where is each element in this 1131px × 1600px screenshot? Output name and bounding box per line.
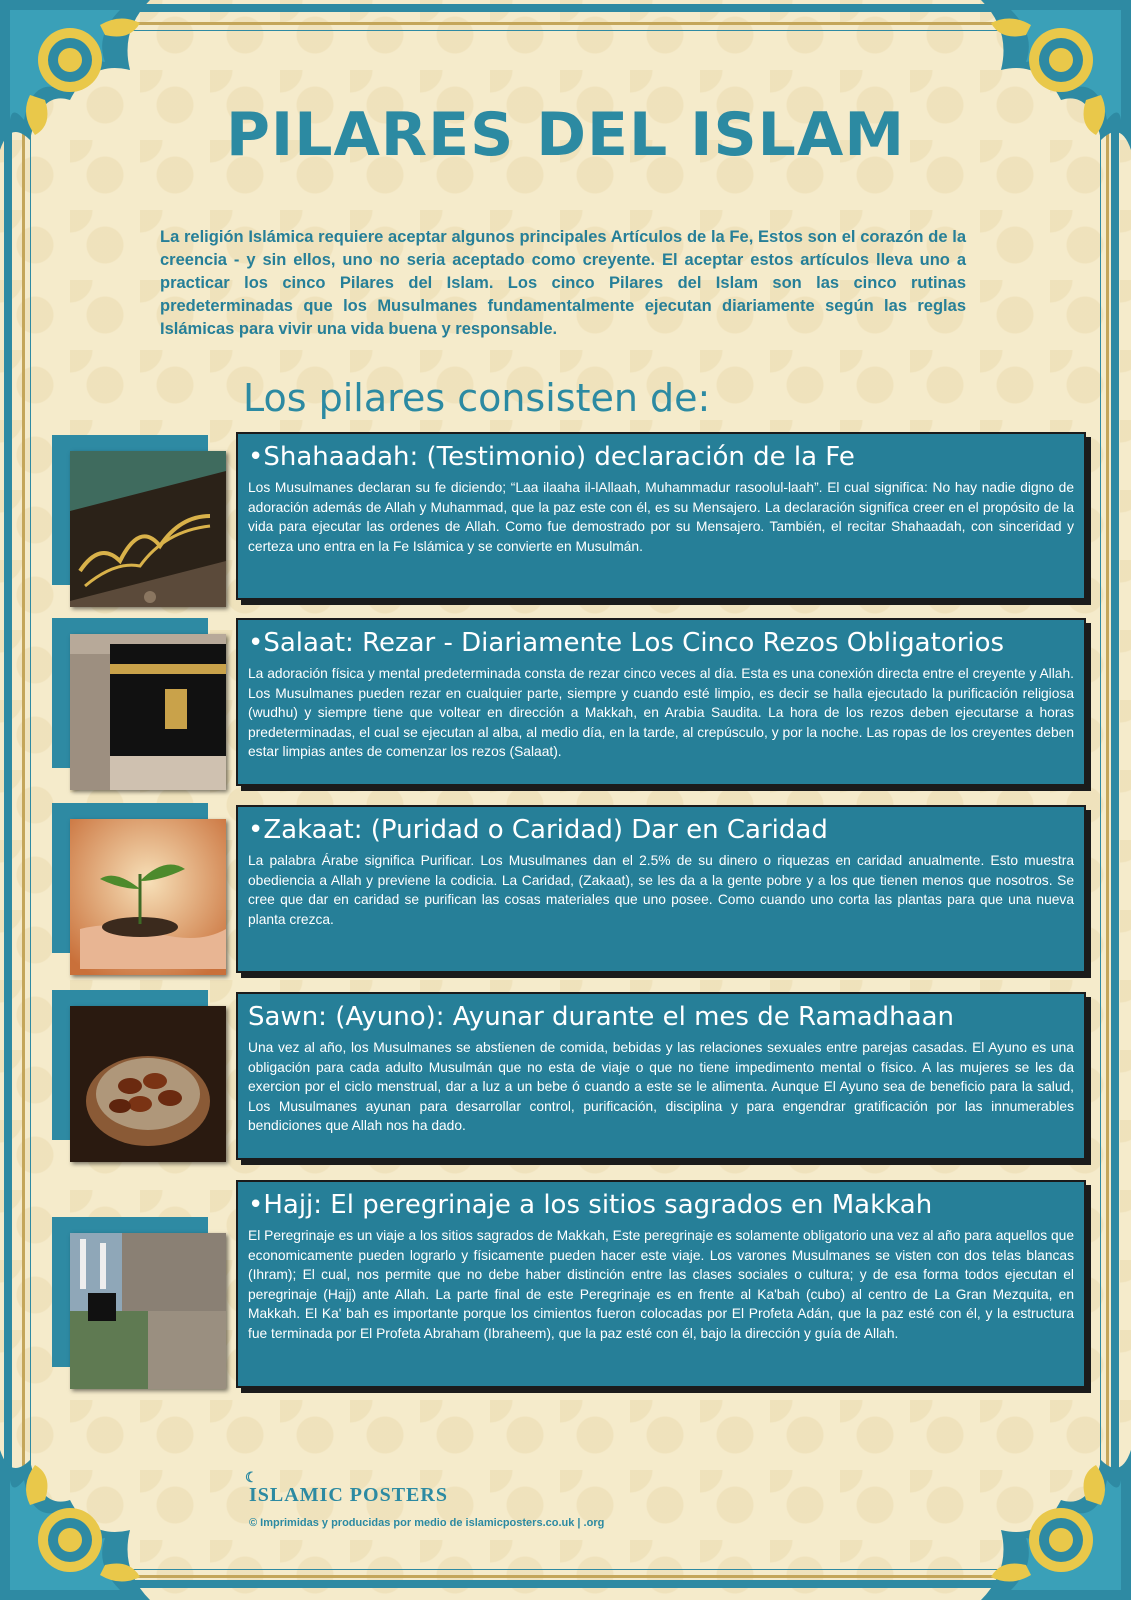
section-subtitle: Los pilares consisten de: xyxy=(243,376,711,420)
page-title: PILARES DEL ISLAM xyxy=(225,100,906,170)
pillar-text: El Peregrinaje es un viaje a los sitios sagrados de Makkah, Este peregrinaje es solamente obligatorio una vez al año para aquellos que economicamente pueden lograrlo y físicamente pueden hacer este viaje. Los varones Musulmanes se visten con dos telas blancas (Ihram); El cual, nos permite que no debe haber distinción entre las clases sociales o cultura; y de esa forma todos ejecutan el peregrinaje (Hajj) ante Allah. La parte final de este Peregrinaje es en frente al Ka'bah (cubo) al centro de La Gran Mezquita, en Makkah. El Ka' bah es importante porque los cimientos fueron colocadas por El Profeta Adán, que la paz esté con él, y la estructura fue terminada por El Profeta Abraham (Ibraheem), que la paz esté con él, bajo la dirección y guía de Allah. xyxy=(248,1228,1074,1341)
pillar-title: •Hajj: El peregrinaje a los sitios sagrados en Makkah xyxy=(248,1190,933,1220)
pillar-box-salaat xyxy=(236,618,1086,786)
pillar-title: •Zakaat: (Puridad o Caridad) Dar en Caridad xyxy=(248,815,828,845)
pillar-box-sawn xyxy=(236,992,1086,1160)
pillar-text: Los Musulmanes declaran su fe diciendo; “Laa ilaaha il-lAllaah, Muhammadur rasoolul-laah”. El cual significa: No hay nadie digno de adoración además de Allah y Muhammad, que la paz este con él, es su Mensajero. La declaración significa creer en el propósito de la vida para ejecutar las ordenes de Allah. Como fue demostrado por su Mensajero. También, el recitar Shahaadah, con sinceridad y certeza uno entra en la Fe Islámica y se convierte en Musulmán. xyxy=(248,480,1074,554)
hajj-image xyxy=(52,1217,228,1387)
crescent-icon: ☾ xyxy=(245,1471,259,1486)
pillar-text: La palabra Árabe significa Purificar. Los Musulmanes dan el 2.5% de su dinero o riquezas en caridad anualmente. Esto muestra obediencia a Allah y previene la codicia. La Caridad, (Zakaat), se les da a la gente pobre y a los que tienen menos que nosotros. Se cree que dar en caridad se purifican las cosas materiales que uno posee. Como cuando uno corta las plantas para que una nueva planta crezca. xyxy=(248,853,1074,927)
pillar-box-zakaat xyxy=(236,805,1086,973)
corner-ornament-bottom-right xyxy=(941,1410,1131,1600)
pillar-box-hajj xyxy=(236,1180,1086,1388)
footer-credit: © Imprimidas y producidas por medio de islamicposters.co.uk | .org xyxy=(249,1517,605,1529)
shahaadah-image xyxy=(52,435,228,605)
salaat-image xyxy=(52,618,228,788)
pillar-box-shahaadah xyxy=(236,432,1086,600)
pillar-text: Una vez al año, los Musulmanes se abstienen de comida, bebidas y las relaciones sexuales entre parejas casadas. El Ayuno es una obligación para cada adulto Musulmán que no esta de viaje o que no tiene impedimento mental o físico. A las mujeres se les da exercion por el ciclo menstrual, dar a luz a un bebe ó cuando a este se le alimenta. Aunque El Ayuno sea de beneficio para la salud, Los Musulmanes ayunan para desarrollar control, purificación, disciplina y para engendrar gratificación por las innumerables bendiciones que Allah nos ha dado. xyxy=(248,1040,1074,1134)
pillar-title: Sawn: (Ayuno): Ayunar durante el mes de Ramadhaan xyxy=(248,1002,954,1032)
corner-ornament-bottom-left xyxy=(0,1410,190,1600)
pillar-title: •Shahaadah: (Testimonio) declaración de la Fe xyxy=(248,442,855,472)
pillar-title: •Salaat: Rezar - Diariamente Los Cinco Rezos Obligatorios xyxy=(248,628,1005,658)
intro-paragraph: La religión Islámica requiere aceptar algunos principales Artículos de la Fe, Estos son el corazón de la creencia - y sin ellos, uno no seria aceptado como creyente. El aceptar estos artículos lleva uno a practicar los cinco Pilares del Islam. Los cinco Pilares del Islam son las cinco rutinas predeterminadas que los Musulmanes fundamentalmente ejecutan diariamente según las reglas Islámicas para vivir una vida buena y responsable. xyxy=(160,228,966,338)
islamic-posters-logo: ☾ ISLAMIC POSTERS xyxy=(245,1471,448,1506)
zakaat-image xyxy=(52,803,228,973)
pillar-text: La adoración física y mental predeterminada consta de rezar cinco veces al día. Esta es una conexión directa entre el creyente y Allah. Los Musulmanes pueden rezar en cualquier parte, siempre y cuando esté limpio, es decir se halla ejecutado la purificación religiosa (wudhu) y siempre tiene que voltear en dirección a Makkah, en Arabia Saudita. La hora de los rezos deben ejecutarse a horas predeterminadas, el cual se ejecutan al alba, al medio día, en la tarde, al crepúsculo, y por la noche. Las ropas de los creyentes deben estar limpias antes de comenzar los rezos (Salaat). xyxy=(248,666,1074,760)
sawn-image xyxy=(52,990,228,1160)
